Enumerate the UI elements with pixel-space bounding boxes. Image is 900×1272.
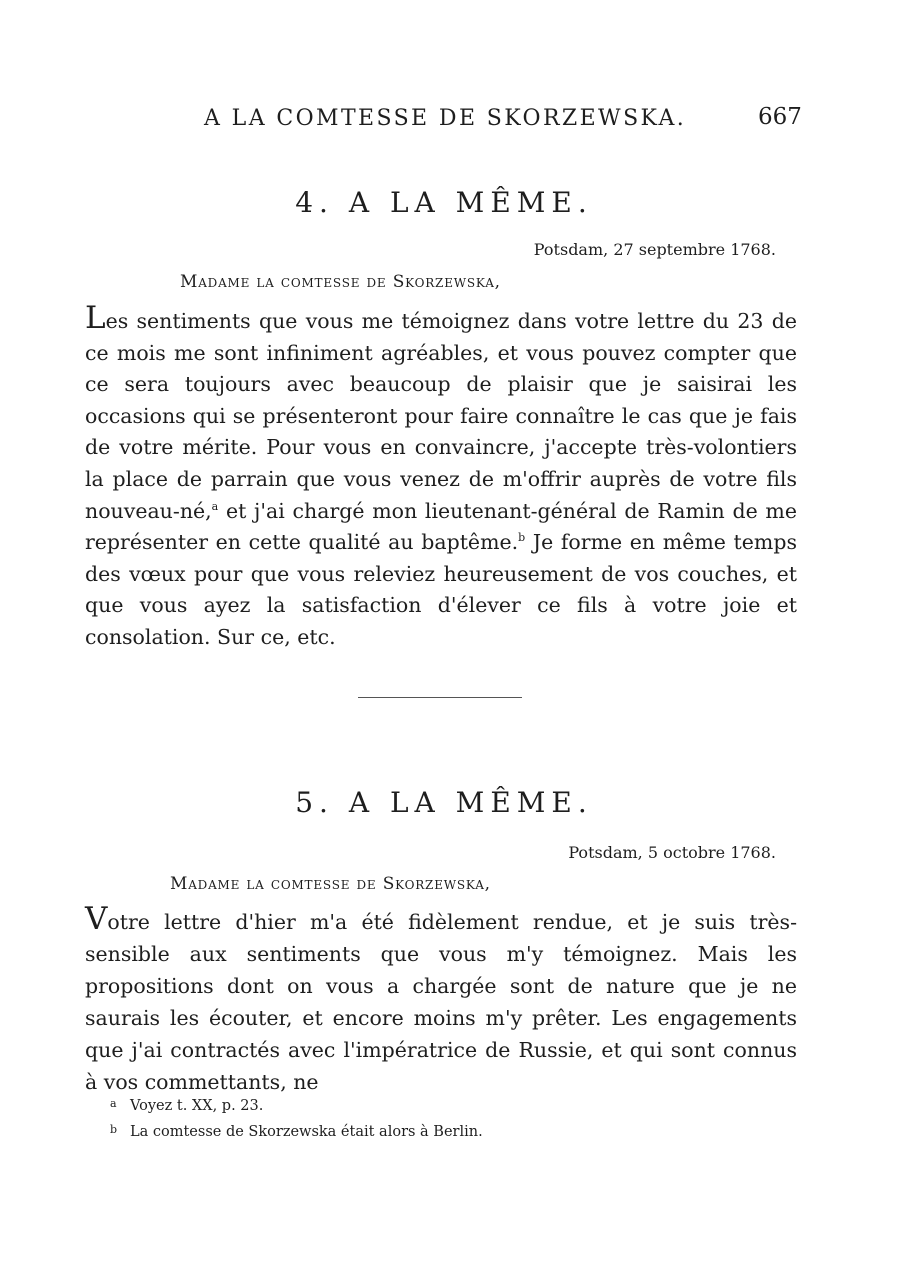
footnote-text: La comtesse de Skorzewska était alors à Berlin. [130,1124,483,1140]
letter-4-body-part-3: Je forme en même temps des vœux pour que vous releviez heureusement de vos couches, et que vous ayez la satisfaction d'élever ce fils à votre joie et consolation. Sur ce, etc. [85,530,797,649]
running-head: A LA COMTESSE DE SKORZEWSKA. [204,106,687,131]
letter-5-body [85,901,797,1098]
letter-5-dateline: Potsdam, 5 octobre 1768. [568,843,776,862]
letter-4-salutation: Madame la comtesse de Skorzewska, [180,272,501,292]
letter-4-body-part-2: et j'ai chargé mon lieutenant-général de Ramin de me représenter en cette qualité au baptême. [85,498,797,555]
section-divider [358,697,522,698]
footnote-ref-a: a [211,499,219,513]
footnote-ref-b: b [518,531,526,545]
letter-4-dateline: Potsdam, 27 septembre 1768. [533,240,776,259]
letter-4-heading: 4. A LA MÊME. [295,186,593,219]
footnote-mark: a [110,1097,117,1110]
page-number: 667 [758,104,802,130]
footnotes [110,1092,483,1144]
letter-4-drop-cap: L [85,300,106,336]
letter-5-salutation: Madame la comtesse de Skorzewska, [170,874,491,894]
footnote-a [110,1092,483,1118]
letter-5-drop-cap: V [85,901,108,937]
footnote-b [110,1118,483,1144]
footnote-mark: b [110,1123,118,1136]
letter-4-body [85,300,797,654]
footnote-text: Voyez t. XX, p. 23. [130,1098,264,1114]
letter-5-body-text: otre lettre d'hier m'a été fidèlement rendue, et je suis très-sensible aux sentiments que vous m'y témoignez. Mais les propositions dont on vous a chargée sont de nature que je ne saurais les écouter, et encore moins m'y prêter. Les engagements que j'ai contractés avec l'impératrice de Russie, et qui sont connus à vos commettants, ne [85,910,797,1094]
letter-5-heading: 5. A LA MÊME. [295,786,593,819]
letter-4-body-part-1: es sentiments que vous me témoignez dans votre lettre du 23 de ce mois me sont infiniment agréables, et vous pouvez compter que ce sera toujours avec beaucoup de plaisir que je saisirai les occasions qui se présenteront pour faire connaître le cas que je fais de votre mérite. Pour vous en convaincre, j'accepte très-volontiers la place de parrain que vous venez de m'offrir auprès de votre fils nouveau-né, [85,309,797,523]
